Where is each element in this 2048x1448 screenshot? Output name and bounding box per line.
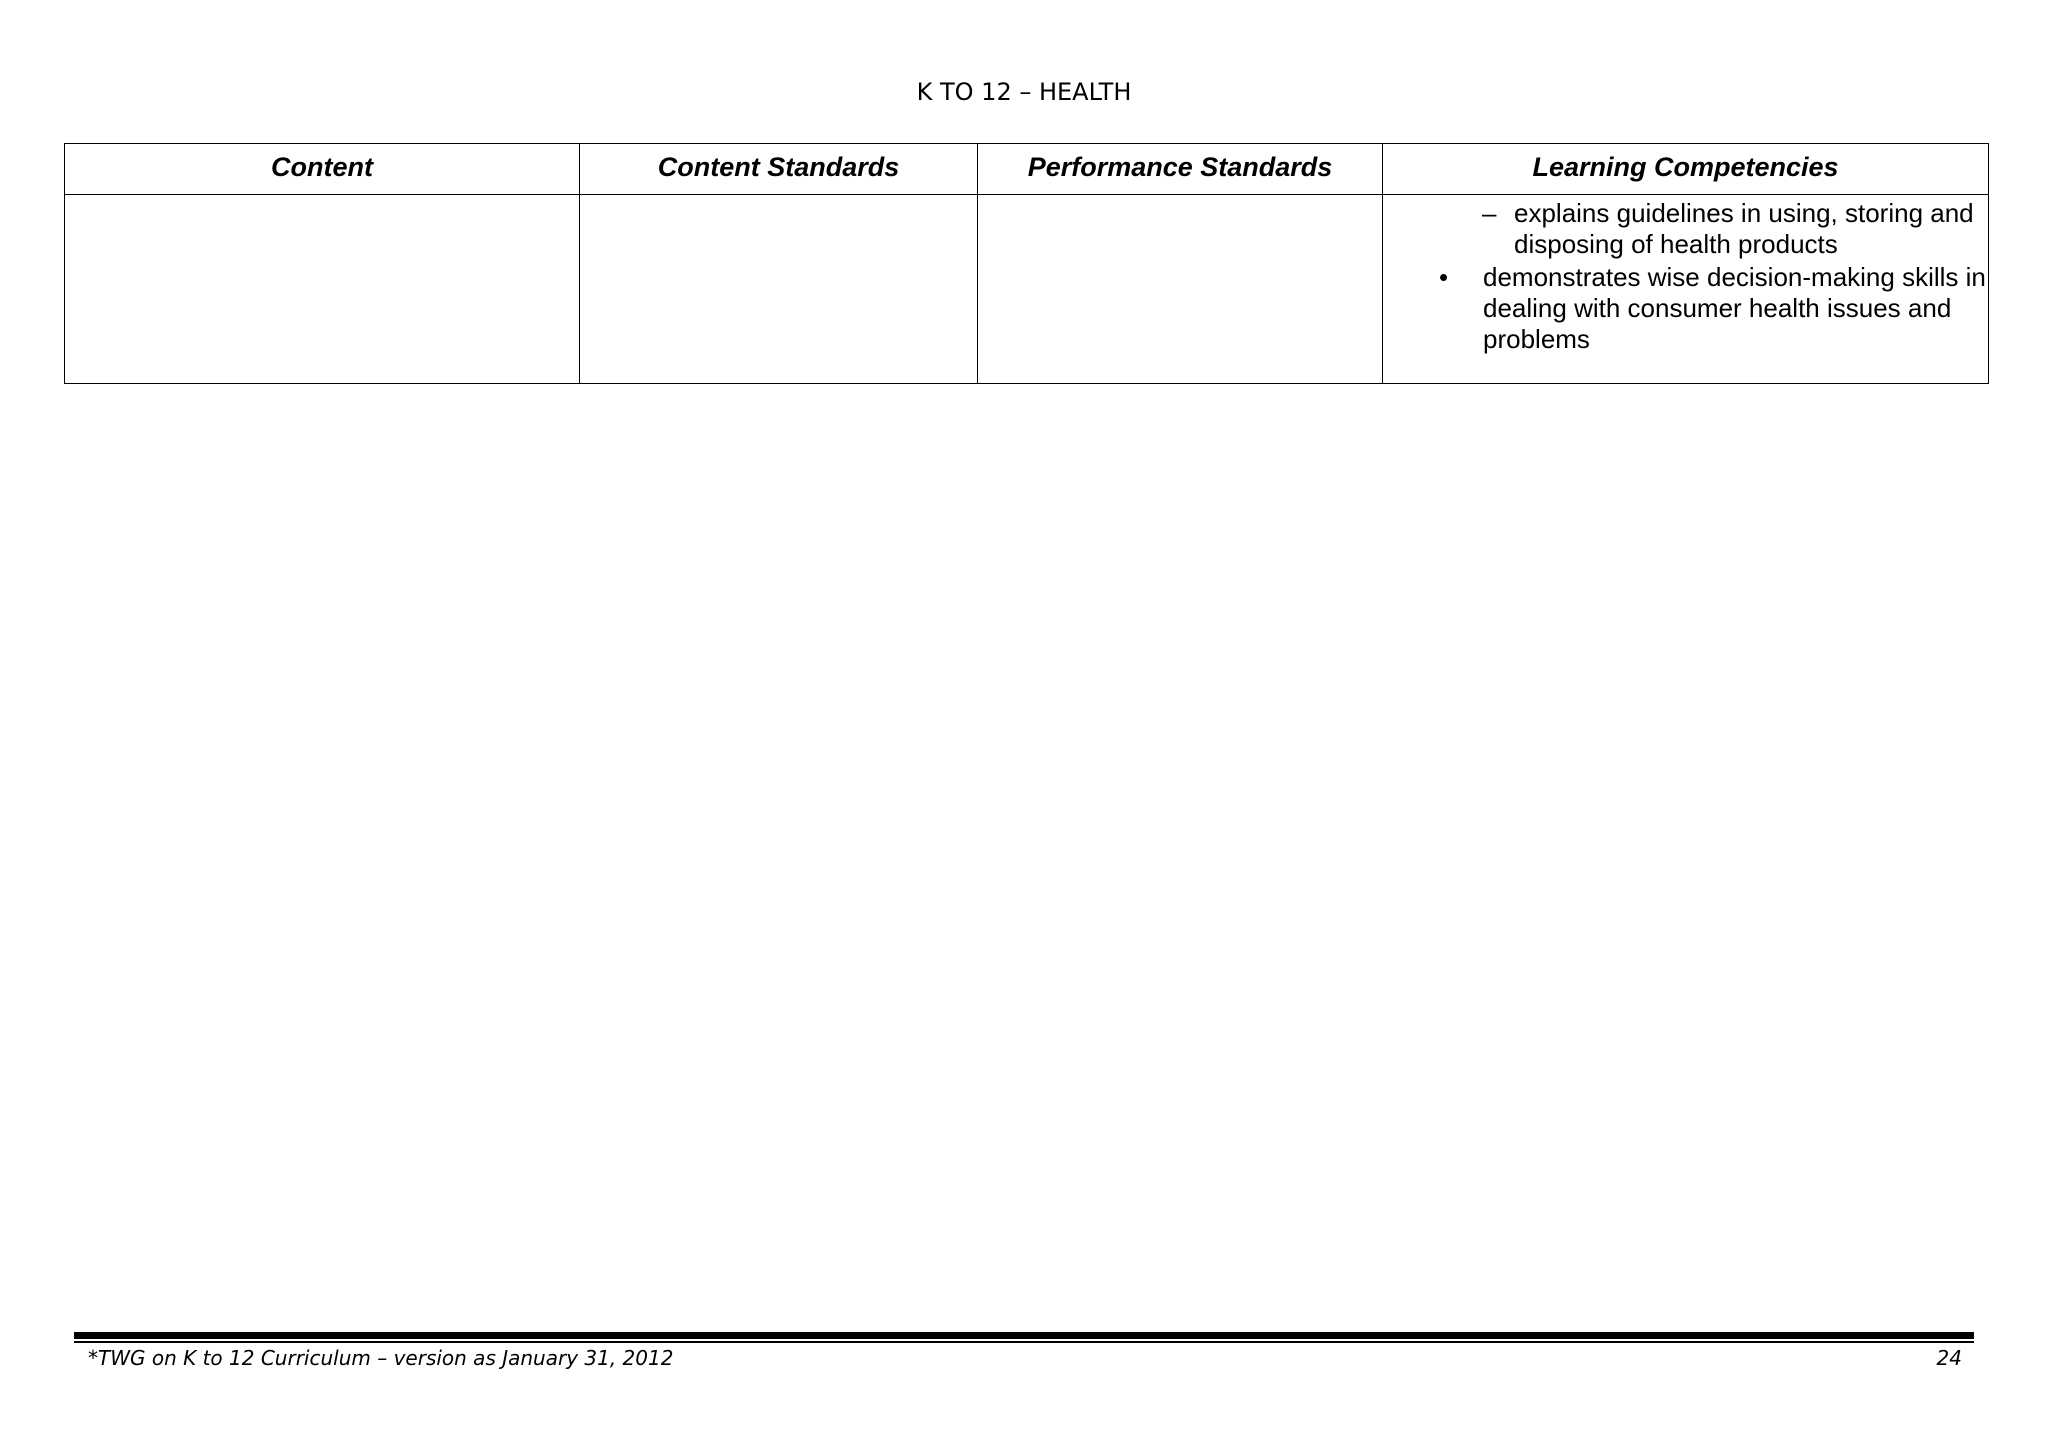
cell-content bbox=[65, 195, 580, 384]
dash-marker: – bbox=[1482, 198, 1497, 228]
column-header-learning-competencies: Learning Competencies bbox=[1383, 144, 1989, 195]
footer-rule-thick bbox=[74, 1332, 1974, 1339]
cell-performance-standards bbox=[978, 195, 1383, 384]
table-header-row bbox=[65, 144, 1989, 195]
competency-text: explains guidelines in using, storing and disposing of health products bbox=[1514, 198, 1974, 259]
column-header-content: Content bbox=[65, 144, 580, 195]
bullet-marker: • bbox=[1439, 262, 1449, 292]
cell-learning-competencies bbox=[1383, 195, 1989, 384]
table-row bbox=[65, 195, 1989, 384]
page-title: K TO 12 – HEALTH bbox=[916, 78, 1132, 106]
footer-rule-thin bbox=[74, 1341, 1974, 1343]
footer-note: *TWG on K to 12 Curriculum – version as January 31, 2012 bbox=[88, 1346, 674, 1370]
competency-text: demonstrates wise decision-making skills in dealing with consumer health issues and problems bbox=[1483, 262, 1986, 354]
curriculum-table bbox=[64, 143, 1989, 384]
column-header-content-standards: Content Standards bbox=[580, 144, 978, 195]
competency-item-sub bbox=[1482, 198, 1988, 260]
competency-list bbox=[1383, 198, 1988, 355]
cell-content-standards bbox=[580, 195, 978, 384]
competency-item-main bbox=[1439, 262, 1988, 355]
column-header-performance-standards: Performance Standards bbox=[978, 144, 1383, 195]
page-number: 24 bbox=[1936, 1346, 1962, 1370]
